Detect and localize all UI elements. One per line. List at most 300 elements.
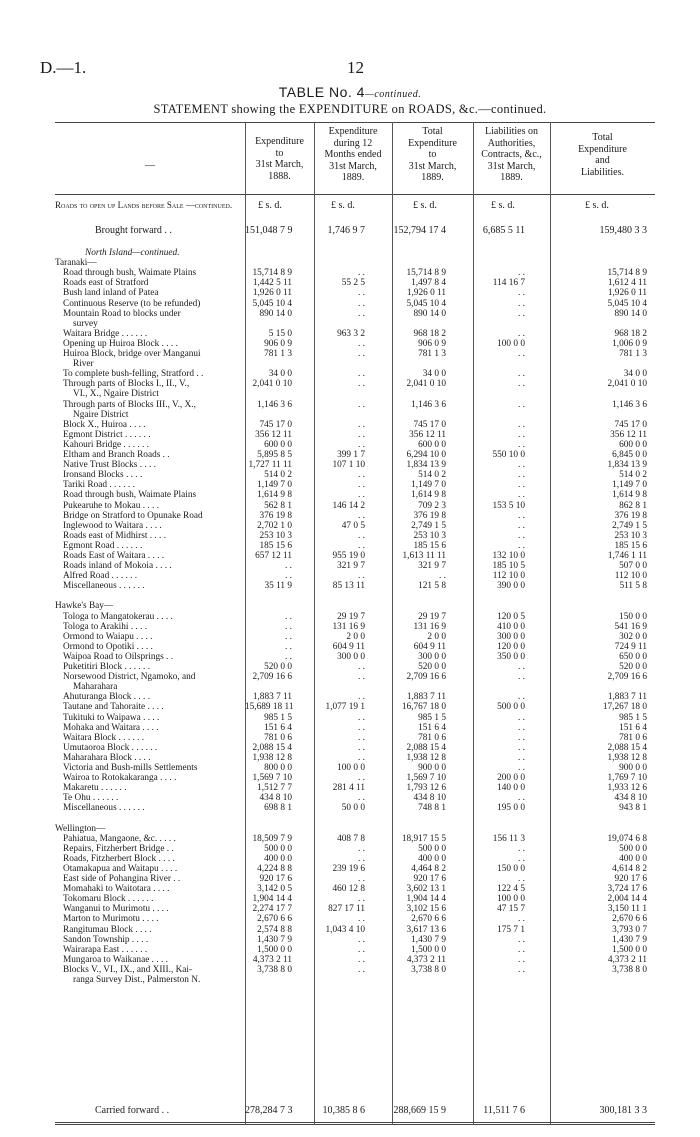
amount-cell: . . <box>285 611 292 622</box>
amount-cell: 132 10 0 <box>492 551 525 561</box>
amount-cell: 107 1 10 <box>332 460 365 471</box>
row-description: Blocks V., VI., IX., and XIII., Kai- <box>63 964 193 975</box>
amount-cell: 15,714 8 9 <box>607 268 647 279</box>
amount-cell: 1,500 0 0 <box>612 944 647 955</box>
amount-cell: . . <box>518 460 525 471</box>
amount-cell: 1,746 1 11 <box>607 551 647 561</box>
row-description: Block X., Huiroa . . . . <box>63 419 146 430</box>
amount-cell: 4,373 2 11 <box>607 954 647 965</box>
amount-cell: . . <box>358 843 365 854</box>
amount-cell: 1,569 7 10 <box>406 773 446 784</box>
row-description: Marton to Murimotu . . . . <box>63 914 159 925</box>
amount-cell: 3,793 0 7 <box>612 924 647 935</box>
amount-cell: 709 2 3 <box>418 500 446 511</box>
amount-cell: . . <box>518 328 525 339</box>
amount-cell: 1,938 12 8 <box>607 752 647 763</box>
amount-cell: . . <box>358 379 365 390</box>
amount-cell: 507 0 0 <box>619 561 647 572</box>
amount-cell: 400 0 0 <box>264 853 292 864</box>
amount-cell: . . <box>518 399 525 410</box>
amount-cell: 2 0 0 <box>427 631 446 642</box>
row-description: Ngaire District <box>73 409 129 420</box>
amount-cell: . . <box>518 934 525 945</box>
description-header: — <box>145 160 155 171</box>
amount-cell: . . <box>518 419 525 430</box>
amount-cell: 121 5 8 <box>418 581 446 592</box>
row-description: Waipoa Road to Oilsprings . . <box>63 651 174 662</box>
amount-cell: 500 0 0 <box>264 843 292 854</box>
amount-cell: 11,511 7 6 <box>483 1105 525 1116</box>
units-label: £ s. d. <box>491 200 515 211</box>
row-description: Kahouri Bridge . . . . . . <box>63 439 149 450</box>
amount-cell: . . <box>358 298 365 309</box>
amount-cell: 1,500 0 0 <box>257 944 292 955</box>
amount-cell: 1,613 11 11 <box>402 551 446 561</box>
region-heading: North Island—continued. <box>85 248 180 258</box>
amount-cell: 175 7 1 <box>497 924 525 935</box>
amount-cell: 2,670 6 6 <box>257 914 292 925</box>
amount-cell: 350 0 0 <box>497 651 525 662</box>
amount-cell: 2,041 0 10 <box>252 379 292 390</box>
header-line: Expenditure <box>255 136 304 147</box>
amount-cell: 356 12 11 <box>255 429 292 440</box>
amount-cell: . . <box>518 742 525 753</box>
header-line: 31st March, <box>255 159 304 170</box>
amount-cell: 1,146 3 6 <box>411 399 446 410</box>
row-description: Roads east of Midhirst . . . . <box>63 530 167 541</box>
amount-cell: 185 10 5 <box>492 561 525 572</box>
amount-cell: 18,509 7 9 <box>252 833 292 844</box>
amount-cell: 541 16 9 <box>614 621 647 632</box>
amount-cell: 3,724 17 6 <box>607 884 647 895</box>
amount-cell: . . <box>358 793 365 804</box>
amount-cell: 650 0 0 <box>619 651 647 662</box>
amount-cell: 1,883 7 11 <box>607 692 647 703</box>
amount-cell: . . <box>518 490 525 501</box>
row-description: Pukearuhe to Mokau . . . . <box>63 500 160 511</box>
row-label: Carried forward . . <box>95 1106 170 1116</box>
amount-cell: 29 19 7 <box>418 611 446 622</box>
table-title-text: TABLE No. 4 <box>278 84 365 100</box>
amount-cell: 900 0 0 <box>418 763 446 773</box>
amount-cell: . . <box>518 480 525 491</box>
amount-cell: 1,727 11 11 <box>248 460 292 471</box>
amount-cell: 1,614 9 8 <box>257 490 292 501</box>
amount-cell: 34 0 0 <box>268 369 292 380</box>
amount-cell: 131 16 9 <box>332 621 365 632</box>
amount-cell: 724 9 11 <box>614 641 647 652</box>
row-description: Miscellaneous . . . . . . <box>63 581 145 592</box>
amount-cell: . . <box>358 914 365 925</box>
table-bottom-rule <box>55 1122 655 1125</box>
amount-cell: . . <box>518 540 525 551</box>
amount-cell: . . <box>518 732 525 743</box>
amount-cell: 146 14 2 <box>332 500 365 511</box>
header-line: to <box>428 149 437 160</box>
amount-cell: 1,793 12 6 <box>406 783 446 794</box>
amount-cell: 500 0 0 <box>497 702 525 713</box>
row-description: To complete bush-felling, Stratford . . <box>63 369 204 380</box>
amount-cell: 1,904 14 4 <box>252 894 292 905</box>
row-description: Wairoa to Rotokakaranga . . . . <box>63 773 177 784</box>
amount-cell: . . <box>518 964 525 975</box>
amount-cell: 5,045 10 4 <box>252 298 292 309</box>
amount-cell: 300 0 0 <box>497 631 525 642</box>
amount-cell: . . <box>518 470 525 481</box>
amount-cell: . . <box>518 662 525 672</box>
amount-cell: 520 0 0 <box>619 662 647 672</box>
amount-cell: . . <box>358 964 365 975</box>
row-description: Miscellaneous . . . . . . <box>63 803 145 814</box>
row-description: Makaretu . . . . . . <box>63 783 127 794</box>
amount-cell: . . <box>518 672 525 683</box>
amount-cell: . . <box>358 752 365 763</box>
amount-cell: 781 1 3 <box>264 349 292 359</box>
row-description: Wairarapa East . . . . . . <box>63 944 148 955</box>
amount-cell: 1,614 9 8 <box>612 490 647 501</box>
row-description: Alfred Road . . . . . . <box>63 571 138 582</box>
amount-cell: . . <box>358 732 365 743</box>
row-description: Mungaroa to Waikanae . . . . <box>63 954 168 965</box>
amount-cell: 47 0 5 <box>341 520 365 531</box>
amount-cell: 748 8 1 <box>418 803 446 814</box>
amount-cell: . . <box>518 712 525 723</box>
amount-cell: 253 10 3 <box>614 530 647 541</box>
amount-cell: . . <box>358 399 365 410</box>
row-description: Roads, Fitzherbert Block . . . . <box>63 853 175 864</box>
amount-cell: 16,767 18 0 <box>401 702 446 713</box>
amount-cell: . . <box>518 369 525 380</box>
amount-cell: 890 14 0 <box>259 308 292 319</box>
amount-cell: 1,769 7 10 <box>607 773 647 784</box>
amount-cell: . . <box>358 934 365 945</box>
header-line: Total <box>592 132 613 143</box>
amount-cell: 2,670 6 6 <box>612 914 647 925</box>
amount-cell: 278,284 7 3 <box>245 1105 293 1116</box>
amount-cell: 600 0 0 <box>264 439 292 450</box>
amount-cell: 1,500 0 0 <box>411 944 446 955</box>
amount-cell: 514 0 2 <box>418 470 446 481</box>
row-description: Tologa to Arakihi . . . . <box>63 621 148 632</box>
amount-cell: 1,006 0 9 <box>612 338 647 349</box>
header-liabilities <box>473 126 550 184</box>
amount-cell: 3,738 8 0 <box>411 964 446 975</box>
amount-cell: . . <box>518 763 525 773</box>
amount-cell: 3,150 11 1 <box>607 904 647 915</box>
row-description: survey <box>73 318 98 329</box>
amount-cell: 600 0 0 <box>418 439 446 450</box>
amount-cell: 5 15 0 <box>268 328 292 339</box>
amount-cell: 900 0 0 <box>619 763 647 773</box>
amount-cell: 153 5 10 <box>492 500 525 511</box>
amount-cell: 3,602 13 1 <box>406 884 446 895</box>
row-description: Continuous Reserve (to be refunded) <box>63 298 201 309</box>
amount-cell: 2,088 15 4 <box>607 742 647 753</box>
amount-cell: 10,385 8 6 <box>322 1105 365 1116</box>
amount-cell: 781 0 6 <box>619 732 647 743</box>
amount-cell: 1,146 3 6 <box>257 399 292 410</box>
row-description: Opening up Huiroa Block . . . . <box>63 338 178 349</box>
amount-cell: 1,933 12 6 <box>607 783 647 794</box>
amount-cell: . . <box>358 369 365 380</box>
amount-cell: . . <box>358 874 365 884</box>
row-description: Through parts of Blocks III., V., X., <box>63 399 196 410</box>
row-description: Mohaka and Waitara . . . . <box>63 722 159 733</box>
amount-cell: 963 3 2 <box>337 328 365 339</box>
amount-cell: . . <box>518 520 525 531</box>
header-line: 31st March, <box>408 160 457 172</box>
row-description: Native Trust Blocks . . . . <box>63 460 156 471</box>
amount-cell: 1,077 19 1 <box>325 702 365 713</box>
amount-cell: 18,917 15 5 <box>401 833 446 844</box>
amount-cell: 500 0 0 <box>619 843 647 854</box>
amount-cell: 600 0 0 <box>619 439 647 450</box>
amount-cell: 410 0 0 <box>497 621 525 632</box>
amount-cell: 376 19 8 <box>413 510 446 521</box>
amount-cell: 1,834 13 9 <box>607 460 647 471</box>
amount-cell: 3,738 8 0 <box>612 964 647 975</box>
amount-cell: 1,442 5 11 <box>252 278 292 289</box>
amount-cell: 15,689 18 11 <box>245 702 294 713</box>
amount-cell: 4,224 8 8 <box>257 863 292 874</box>
amount-cell: 657 12 11 <box>255 551 292 561</box>
amount-cell: 131 16 9 <box>413 621 446 632</box>
amount-cell: 1,883 7 11 <box>252 692 292 703</box>
amount-cell: . . <box>518 379 525 390</box>
amount-cell: 781 1 3 <box>418 349 446 359</box>
amount-cell: 604 9 11 <box>413 641 446 652</box>
row-description: Sandon Township . . . . <box>63 934 149 945</box>
amount-cell: . . <box>358 470 365 481</box>
amount-cell: 159,480 3 3 <box>599 225 647 236</box>
header-expenditure-12-months <box>314 126 392 184</box>
amount-cell: . . <box>518 752 525 763</box>
amount-cell: 1,614 9 8 <box>411 490 446 501</box>
amount-cell: 3,738 8 0 <box>257 964 292 975</box>
row-description: Roads inland of Mokoia . . . . <box>63 561 172 572</box>
amount-cell: 120 0 0 <box>497 641 525 652</box>
amount-cell: 1,926 0 11 <box>252 288 292 299</box>
amount-cell: 400 0 0 <box>619 853 647 864</box>
amount-cell: . . <box>358 722 365 733</box>
header-total-expenditure <box>392 126 473 184</box>
amount-cell: 151,048 7 9 <box>245 225 293 236</box>
amount-cell: 15,714 8 9 <box>252 268 292 279</box>
row-description: Tukituki to Waipawa . . . . <box>63 712 160 723</box>
amount-cell: 114 16 7 <box>492 278 525 289</box>
header-line: Expenditure <box>578 143 627 155</box>
statement-heading: STATEMENT showing the EXPENDITURE on ROADS, &c.—continued. <box>153 102 547 116</box>
amount-cell: 408 7 8 <box>337 833 365 844</box>
page-number: 12 <box>347 58 364 77</box>
amount-cell: 321 9 7 <box>337 561 365 572</box>
header-line: to <box>275 147 284 159</box>
amount-cell: 2,709 16 6 <box>607 672 647 683</box>
header-line: 1889. <box>341 172 365 183</box>
amount-cell: . . <box>518 308 525 319</box>
amount-cell: 150 0 0 <box>619 611 647 622</box>
amount-cell: 500 0 0 <box>418 843 446 854</box>
amount-cell: 862 8 1 <box>619 500 647 511</box>
header-line: during 12 <box>333 137 373 149</box>
amount-cell: 434 8 10 <box>614 793 647 804</box>
amount-cell: 1,904 14 4 <box>406 894 446 905</box>
amount-cell: 302 0 0 <box>619 631 647 642</box>
amount-cell: 3,102 15 6 <box>406 904 446 915</box>
amount-cell: 4,373 2 11 <box>406 954 446 965</box>
amount-cell: 185 15 6 <box>413 540 446 551</box>
amount-cell: 3,617 13 6 <box>406 924 446 935</box>
row-label: Brought forward . . <box>95 226 172 236</box>
amount-cell: 745 17 0 <box>259 419 292 430</box>
amount-cell: 300,181 3 3 <box>599 1105 647 1116</box>
amount-cell: . . <box>518 722 525 733</box>
page-header <box>22 58 682 80</box>
header-line: 1889. <box>500 172 523 183</box>
units-label: £ s. d. <box>585 200 609 211</box>
amount-cell: 4,373 2 11 <box>252 954 292 965</box>
amount-cell: . . <box>358 429 365 440</box>
row-description: Tokomaru Block . . . . . . <box>63 894 154 905</box>
amount-cell: 6,294 10 0 <box>406 450 446 460</box>
row-description: Roads east of Stratford <box>63 278 149 289</box>
amount-cell: . . <box>358 480 365 491</box>
amount-cell: 390 0 0 <box>497 581 525 592</box>
amount-cell: 550 10 0 <box>492 450 525 460</box>
amount-cell: 150 0 0 <box>497 863 525 874</box>
amount-cell: 906 0 9 <box>418 338 446 349</box>
header-total-liabilities <box>550 132 655 178</box>
header-line: Months ended <box>324 149 382 160</box>
row-description: Through parts of Blocks I., II., V., <box>63 379 190 390</box>
amount-cell: . . <box>518 439 525 450</box>
amount-cell: . . <box>358 268 365 279</box>
amount-cell: 6,845 0 0 <box>612 450 647 460</box>
amount-cell: 434 8 10 <box>259 793 292 804</box>
amount-cell: 140 0 0 <box>497 783 525 794</box>
row-description: Bush land inland of Patea <box>63 288 159 299</box>
row-description: Rangitumau Block . . . . <box>63 924 152 935</box>
amount-cell: 2,041 0 10 <box>406 379 446 390</box>
row-description: Road through bush, Waimate Plains <box>63 490 197 501</box>
amount-cell: 185 15 6 <box>614 540 647 551</box>
amount-cell: 47 15 7 <box>497 904 525 915</box>
amount-cell: 2,088 15 4 <box>406 742 446 753</box>
amount-cell: 151 6 4 <box>418 722 446 733</box>
amount-cell: . . <box>518 530 525 541</box>
amount-cell: 2,041 0 10 <box>607 379 647 390</box>
amount-cell: 968 18 2 <box>413 328 446 339</box>
amount-cell: 1,149 7 0 <box>257 480 292 491</box>
units-label: £ s. d. <box>258 200 282 211</box>
amount-cell: 34 0 0 <box>422 369 446 380</box>
amount-cell: 288,669 15 9 <box>393 1105 446 1116</box>
amount-cell: . . <box>358 944 365 955</box>
district-heading: Taranaki— <box>55 258 97 269</box>
amount-cell: 100 0 0 <box>337 763 365 773</box>
amount-cell: 1,883 7 11 <box>406 692 446 703</box>
amount-cell: 50 0 0 <box>341 803 365 814</box>
row-description: Waitara Bridge . . . . . . <box>63 328 148 339</box>
amount-cell: 185 15 6 <box>259 540 292 551</box>
amount-cell: . . <box>285 571 292 582</box>
header-line: 31st March, <box>487 160 536 172</box>
header-line: and <box>595 155 610 166</box>
amount-cell: 281 4 11 <box>332 783 365 794</box>
table-title <box>0 84 700 100</box>
amount-cell: 2,088 15 4 <box>252 742 292 753</box>
amount-cell: . . <box>358 349 365 359</box>
amount-cell: 520 0 0 <box>418 662 446 672</box>
amount-cell: 2,004 14 4 <box>607 894 647 905</box>
row-description: Egmont District . . . . . . <box>63 429 151 440</box>
amount-cell: . . <box>518 268 525 279</box>
amount-cell: . . <box>358 742 365 753</box>
amount-cell: 321 9 7 <box>418 561 446 572</box>
amount-cell: 890 14 0 <box>413 308 446 319</box>
amount-cell: . . <box>358 692 365 703</box>
amount-cell: 1,834 13 9 <box>406 460 446 471</box>
amount-cell: . . <box>358 288 365 299</box>
amount-cell: 400 0 0 <box>418 853 446 864</box>
amount-cell: 3,142 0 5 <box>257 884 292 895</box>
amount-cell: 19,074 6 8 <box>607 833 647 844</box>
row-description: Momahaki to Waitotara . . . . <box>63 884 170 895</box>
row-description: Ormond to Waiapu . . . . <box>63 631 153 642</box>
amount-cell: 5,045 10 4 <box>406 298 446 309</box>
amount-cell: 890 14 0 <box>614 308 647 319</box>
amount-cell: . . <box>518 298 525 309</box>
amount-cell: 1,746 9 7 <box>327 225 365 236</box>
expenditure-table <box>55 122 655 1125</box>
amount-cell: 5,045 10 4 <box>607 298 647 309</box>
amount-cell: 1,430 7 9 <box>612 934 647 945</box>
amount-cell: . . <box>518 429 525 440</box>
amount-cell: 955 19 0 <box>332 551 365 561</box>
amount-cell: . . <box>518 692 525 703</box>
row-description: Road through bush, Waimate Plains <box>63 268 197 279</box>
amount-cell: . . <box>518 954 525 965</box>
row-description: Ormond to Opotiki . . . . <box>63 641 153 652</box>
amount-cell: 34 0 0 <box>623 369 647 380</box>
amount-cell: 943 8 1 <box>619 803 647 814</box>
row-description: Waitara Block . . . . . . <box>63 732 145 743</box>
amount-cell: 906 0 9 <box>264 338 292 349</box>
row-description: River <box>73 359 94 370</box>
amount-cell: . . <box>518 914 525 925</box>
amount-cell: 112 10 0 <box>492 571 525 582</box>
header-line: Expenditure <box>328 126 378 137</box>
amount-cell: 2 0 0 <box>346 631 365 642</box>
amount-cell: 1,149 7 0 <box>411 480 446 491</box>
amount-cell: 511 5 8 <box>619 581 647 592</box>
header-line: Liabilities. <box>580 166 625 178</box>
amount-cell: . . <box>285 641 292 652</box>
header-line: Contracts, &c., <box>481 149 542 160</box>
header-line: 1888. <box>268 170 291 182</box>
row-description: Eltham and Branch Roads . . <box>63 450 170 460</box>
amount-cell: 1,149 7 0 <box>612 480 647 491</box>
amount-cell: 6,685 5 11 <box>482 225 525 236</box>
header-line: Liabilities on <box>484 126 539 137</box>
amount-cell: 100 0 0 <box>497 894 525 905</box>
amount-cell: 1,612 4 11 <box>607 278 647 289</box>
units-label: £ s. d. <box>413 200 437 211</box>
row-description: Wanganui to Murimotu . . . . <box>63 904 169 915</box>
amount-cell: . . <box>358 662 365 672</box>
table-top-rule <box>55 122 655 123</box>
amount-cell: 434 8 10 <box>413 793 446 804</box>
